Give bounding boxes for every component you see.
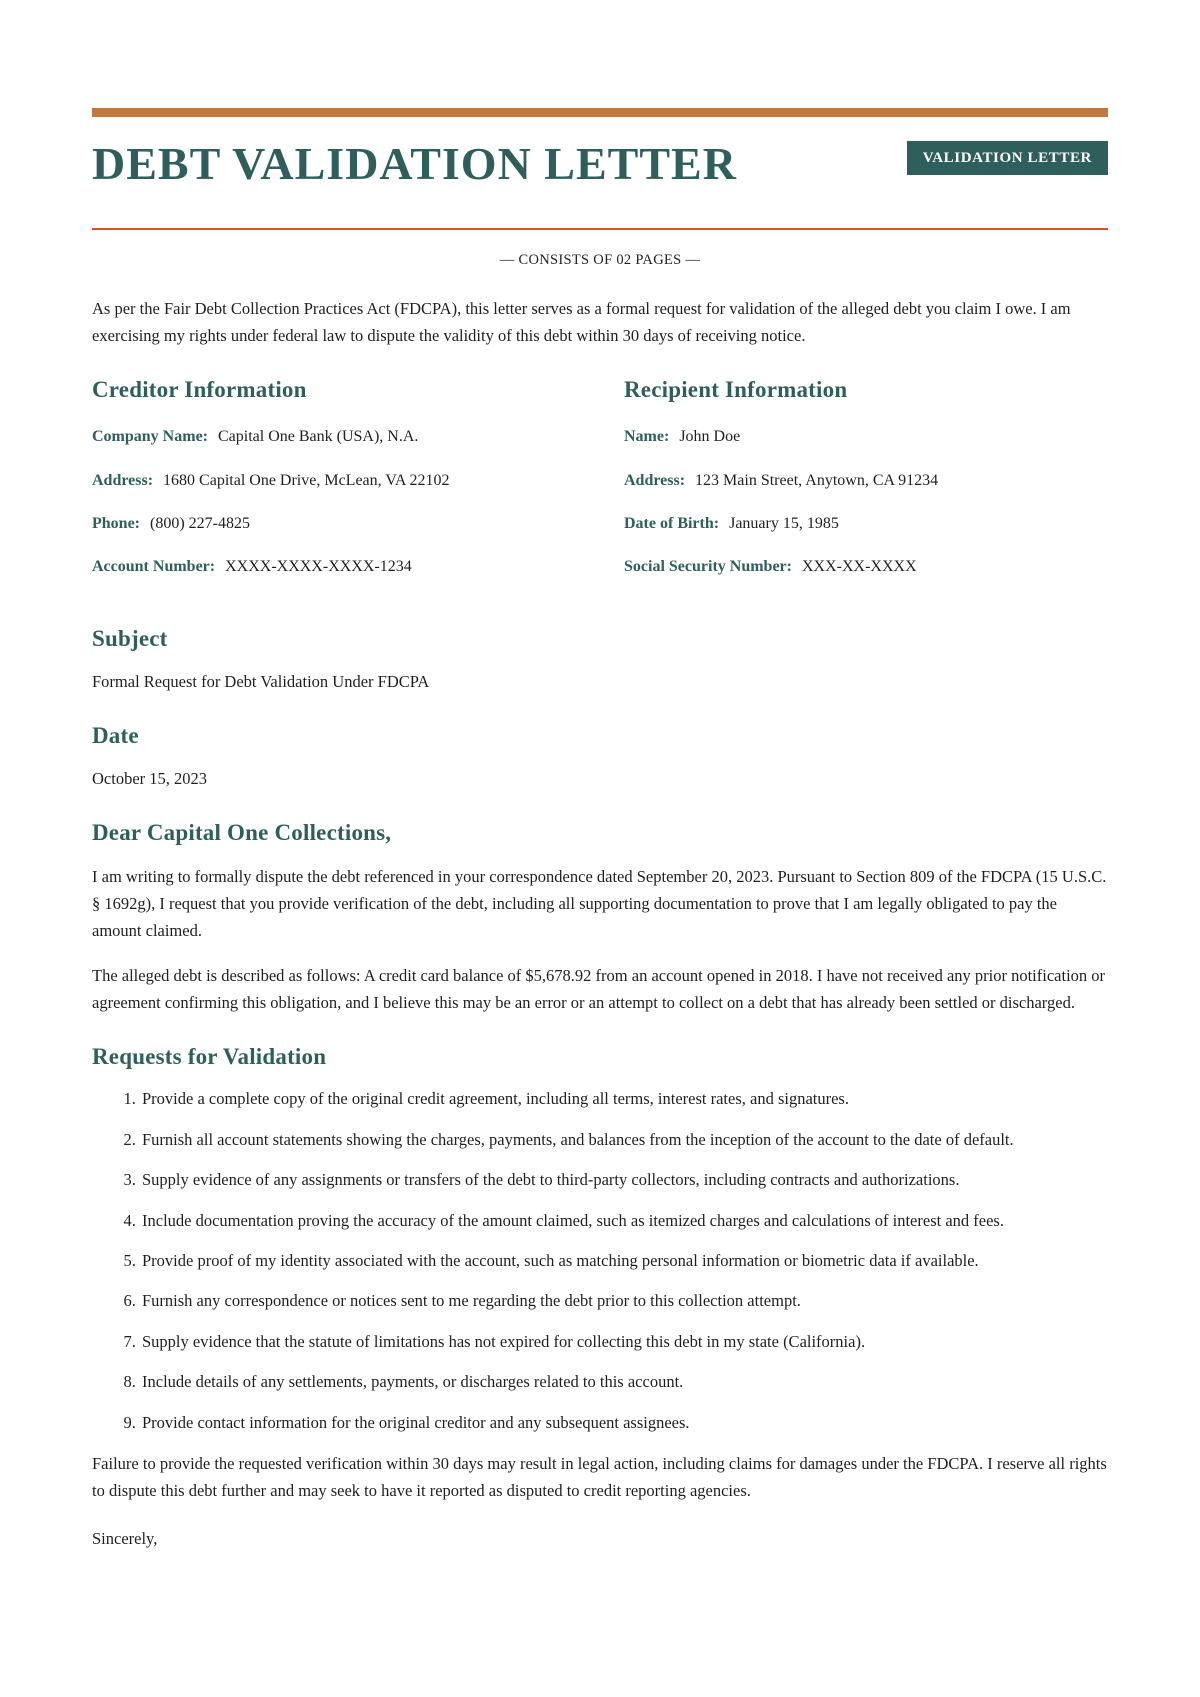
info-section: [92, 377, 1108, 598]
field-label: Name:: [624, 428, 670, 446]
field-value: Capital One Bank (USA), N.A.: [218, 428, 419, 446]
subject-heading: Subject: [92, 626, 168, 652]
creditor-heading: Creditor Information: [92, 377, 307, 403]
field-label: Company Name:: [92, 428, 208, 446]
recipient-address-field: [624, 469, 1108, 492]
request-item-5: 5. Provide proof of my identity associated with the account, such as matching personal information or biometric data if available.: [140, 1248, 1108, 1274]
body-paragraph-2: The alleged debt is described as follows: A credit card balance of $5,678.92 from an account opened in 2018. I have not received any prior notification or agreement confirming this obligation, and I believe this may be an error or an attempt to collect on a debt that has already been settled or discharged.: [92, 965, 1106, 1013]
field-value: XXX-XX-XXXX: [801, 557, 917, 575]
pages-count-note: — CONSISTS OF 02 PAGES —: [499, 251, 701, 268]
signoff-text: Sincerely,: [92, 1528, 158, 1548]
request-item-1: 1. Provide a complete copy of the original credit agreement, including all terms, interest rates, and signatures.: [140, 1086, 1108, 1112]
subject-text: Formal Request for Debt Validation Under FDCPA: [92, 672, 430, 692]
page-title: DEBT VALIDATION LETTER: [92, 138, 737, 189]
field-label: Date of Birth:: [624, 514, 720, 532]
field-label: Phone:: [92, 514, 140, 532]
request-item-2: 2. Furnish all account statements showing the charges, payments, and balances from the inception of the account to the date of default.: [140, 1127, 1108, 1153]
intro-paragraph: As per the Fair Debt Collection Practices Act (FDCPA), this letter serves as a formal request for validation of the alleged debt you claim I owe. I am exercising my rights under federal law to dispute the validity of this debt within 30 days of receiving notice.: [92, 298, 1071, 345]
validation-letter-badge: VALIDATION LETTER: [907, 141, 1108, 175]
top-copper-bar: [92, 108, 1108, 117]
field-label: Address:: [624, 471, 686, 489]
document-header: [92, 139, 1108, 190]
request-item-8: 8. Include details of any settlements, payments, or discharges related to this account.: [140, 1369, 1108, 1395]
creditor-account-number-field: [92, 555, 576, 578]
field-value: (800) 227-4825: [150, 514, 250, 532]
recipient-information: [624, 377, 1108, 598]
creditor-company-field: [92, 425, 576, 448]
field-value: January 15, 1985: [729, 514, 839, 532]
body-paragraph-1: I am writing to formally dispute the debt referenced in your correspondence dated September 20, 2023. Pursuant to Section 809 of the FDCPA (15 U.S.C. § 1692g), I request that you provide verification of the debt, including all supporting documentation to prove that I am legally obligated to pay the amount claimed.: [92, 866, 1107, 941]
recipient-name-field: [624, 425, 1108, 448]
recipient-heading: Recipient Information: [624, 377, 848, 403]
date-heading: Date: [92, 722, 139, 748]
creditor-phone-field: [92, 512, 576, 535]
request-item-6: 6. Furnish any correspondence or notices sent to me regarding the debt prior to this collection attempt.: [140, 1288, 1108, 1314]
requests-heading: Requests for Validation: [92, 1044, 327, 1070]
creditor-information: [92, 377, 576, 598]
field-value: John Doe: [679, 428, 741, 446]
request-item-3: 3. Supply evidence of any assignments or transfers of the debt to third-party collectors, including contracts and authorizations.: [140, 1167, 1108, 1193]
recipient-dob-field: [624, 512, 1108, 535]
request-item-7: 7. Supply evidence that the statute of limitations has not expired for collecting this debt in my state (California).: [140, 1329, 1108, 1355]
request-item-9: 9. Provide contact information for the original creditor and any subsequent assignees.: [140, 1410, 1108, 1436]
field-value: 123 Main Street, Anytown, CA 91234: [695, 471, 939, 489]
salutation-heading: Dear Capital One Collections,: [92, 819, 392, 845]
field-label: Social Security Number:: [624, 557, 792, 575]
field-value: 1680 Capital One Drive, McLean, VA 22102: [163, 471, 450, 489]
field-label: Account Number:: [92, 557, 216, 575]
recipient-ssn-field: [624, 555, 1108, 578]
creditor-address-field: [92, 469, 576, 492]
date-text: October 15, 2023: [92, 768, 208, 788]
closing-paragraph: Failure to provide the requested verification within 30 days may result in legal action, including claims for damages under the FDCPA. I reserve all rights to dispute this debt further and may seek to have it reported as disputed to credit reporting agencies.: [92, 1453, 1107, 1501]
requests-list: [92, 1086, 1108, 1436]
header-divider: [92, 228, 1108, 230]
field-label: Address:: [92, 471, 154, 489]
field-value: XXXX-XXXX-XXXX-1234: [225, 557, 412, 575]
request-item-4: 4. Include documentation proving the accuracy of the amount claimed, such as itemized charges and calculations of interest and fees.: [140, 1208, 1108, 1234]
